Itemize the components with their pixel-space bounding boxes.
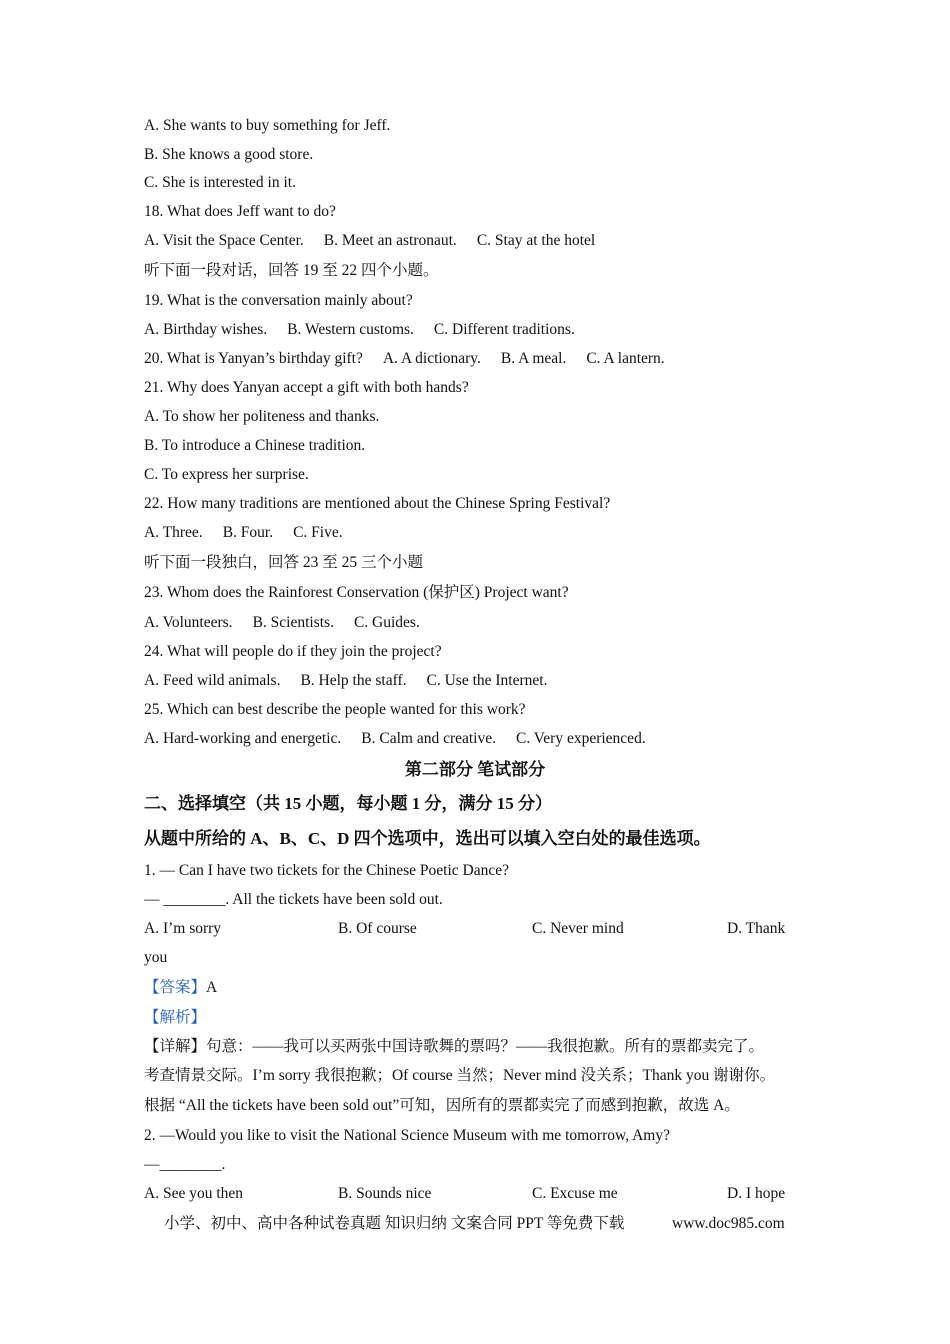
q18-option-c: C. Stay at the hotel (476, 232, 596, 249)
detail-label: 【详解】 (144, 1038, 207, 1055)
q23-option-c: C. Guides. (353, 614, 420, 631)
q17-option-a: A. She wants to buy something for Jeff. (144, 117, 391, 134)
q25-option-b: B. Calm and creative. (361, 730, 496, 747)
q25-options (144, 729, 646, 749)
q20-line (144, 349, 665, 369)
instruction-23-25: 听下面一段独白，回答 23 至 25 三个小题 (144, 554, 424, 571)
q24-option-b: B. Help the staff. (300, 672, 407, 689)
analysis-label: 【解析】 (144, 1009, 207, 1026)
q17-option-c: C. She is interested in it. (144, 174, 296, 191)
q21-option-b: B. To introduce a Chinese tradition. (144, 437, 366, 454)
q24-option-c: C. Use the Internet. (426, 672, 548, 689)
q1-detail-line2: 考查情景交际。I’m sorry 我很抱歉；Of course 当然；Never mind 没关系；Thank you 谢谢你。 (144, 1067, 776, 1084)
q20-question: 20. What is Yanyan’s birthday gift? (144, 350, 363, 367)
q25-option-c: C. Very experienced. (516, 730, 646, 747)
q21-option-a: A. To show her politeness and thanks. (144, 408, 380, 425)
q19-option-a: A. Birthday wishes. (144, 321, 268, 338)
section-instruction: 从题中所给的 A、B、C、D 四个选项中，选出可以填入空白处的最佳选项。 (144, 829, 711, 848)
q20-option-c: C. A lantern. (586, 350, 665, 367)
q21-question: 21. Why does Yanyan accept a gift with both hands? (144, 379, 469, 396)
answer-label: 【答案】 (144, 979, 207, 996)
q18-option-b: B. Meet an astronaut. (323, 232, 457, 249)
q1-option-d: D. Thank (727, 920, 786, 937)
footer-url[interactable]: www.doc985.com (672, 1215, 785, 1232)
answer-value: A (206, 979, 218, 996)
q20-option-a: A. A dictionary. (382, 350, 481, 367)
q2-line2: —________. (144, 1156, 226, 1173)
q23-option-a: A. Volunteers. (144, 614, 233, 631)
q2-option-b: B. Sounds nice (338, 1185, 432, 1202)
q2-option-d: D. I hope (727, 1185, 786, 1202)
q2-option-c: C. Excuse me (532, 1185, 618, 1202)
q1-line2: — ________. All the tickets have been sold out. (144, 891, 443, 908)
q1-option-b: B. Of course (338, 920, 417, 937)
q24-option-a: A. Feed wild animals. (144, 672, 281, 689)
q2-line1: 2. —Would you like to visit the National Science Museum with me tomorrow, Amy? (144, 1127, 670, 1144)
q24-question: 24. What will people do if they join the project? (144, 643, 442, 660)
q1-option-c: C. Never mind (532, 920, 624, 937)
q20-option-b: B. A meal. (500, 350, 567, 367)
section-title: 二、选择填空（共 15 小题，每小题 1 分，满分 15 分） (144, 794, 552, 813)
q1-answer (144, 978, 217, 998)
q2-option-a: A. See you then (144, 1185, 244, 1202)
q19-option-c: C. Different traditions. (433, 321, 575, 338)
q18-options (144, 231, 595, 251)
q21-option-c: C. To express her surprise. (144, 466, 309, 483)
q1-option-d-wrap: you (144, 949, 168, 966)
q22-option-b: B. Four. (222, 524, 274, 541)
part-title: 第二部分 笔试部分 (404, 760, 546, 779)
q22-option-c: C. Five. (293, 524, 343, 541)
q24-options (144, 671, 547, 691)
q18-question: 18. What does Jeff want to do? (144, 203, 336, 220)
q22-question: 22. How many traditions are mentioned about the Chinese Spring Festival? (144, 495, 611, 512)
q22-options (144, 523, 343, 543)
q1-detail-line3: 根据 “All the tickets have been sold out”可知，因所有的票都卖完了而感到抱歉，故选 A。 (144, 1097, 740, 1114)
q22-option-a: A. Three. (144, 524, 203, 541)
q1-line1: 1. — Can I have two tickets for the Chinese Poetic Dance? (144, 862, 509, 879)
q1-option-a: A. I’m sorry (144, 920, 222, 937)
detail-text-1: 句意：——我可以买两张中国诗歌舞的票吗？——我很抱歉。所有的票都卖完了。 (206, 1038, 765, 1055)
q23-question: 23. Whom does the Rainforest Conservation (保护区) Project want? (144, 584, 569, 601)
q1-detail-line1 (144, 1037, 764, 1057)
q23-options (144, 613, 420, 633)
footer-text: 小学、初中、高中各种试卷真题 知识归纳 文案合同 PPT 等免费下载 (164, 1215, 625, 1232)
instruction-19-22: 听下面一段对话，回答 19 至 22 四个小题。 (144, 262, 439, 279)
q25-question: 25. Which can best describe the people wanted for this work? (144, 701, 526, 718)
q19-options (144, 320, 575, 340)
q25-option-a: A. Hard-working and energetic. (144, 730, 342, 747)
q23-option-b: B. Scientists. (252, 614, 334, 631)
q18-option-a: A. Visit the Space Center. (144, 232, 304, 249)
q19-question: 19. What is the conversation mainly about? (144, 292, 413, 309)
q17-option-b: B. She knows a good store. (144, 146, 314, 163)
q19-option-b: B. Western customs. (287, 321, 414, 338)
